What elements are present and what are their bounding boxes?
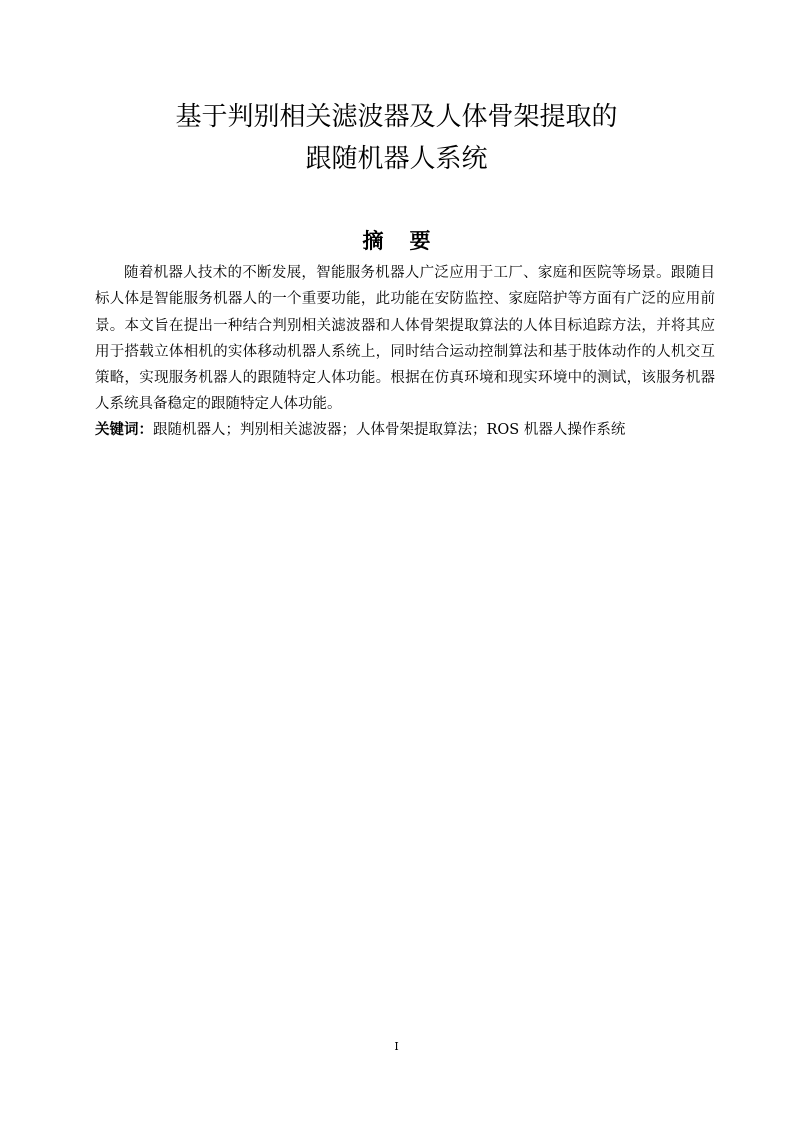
keywords (95, 417, 715, 443)
page-number: I (394, 1040, 399, 1053)
abstract-heading-char-2: 要 (409, 229, 431, 253)
keywords-label: 关键词： (95, 422, 153, 438)
abstract-heading (0, 226, 793, 256)
abstract-heading-char-1: 摘 (362, 229, 384, 253)
keywords-text: 跟随机器人；判别相关滤波器；人体骨架提取算法；ROS 机器人操作系统 (153, 422, 626, 438)
paper-title-line-1: 基于判别相关滤波器及人体骨架提取的 (175, 102, 618, 132)
abstract-body: 随着机器人技术的不断发展，智能服务机器人广泛应用于工厂、家庭和医院等场景。跟随目标人体是智能服务机器人的一个重要功能，此功能在安防监控、家庭陪护等方面有广泛的应用前景。本文旨在提出一种结合判别相关滤波器和人体骨架提取算法的人体目标追踪方法，并将其应用于搭载立体相机的实体移动机器人系统上，同时结合运动控制算法和基于肢体动作的人机交互策略，实现服务机器人的跟随特定人体功能。根据在仿真环境和现实环境中的测试，该服务机器人系统具备稳定的跟随特定人体功能。 (95, 265, 715, 413)
paper-title-line-2: 跟随机器人系统 (305, 144, 488, 174)
